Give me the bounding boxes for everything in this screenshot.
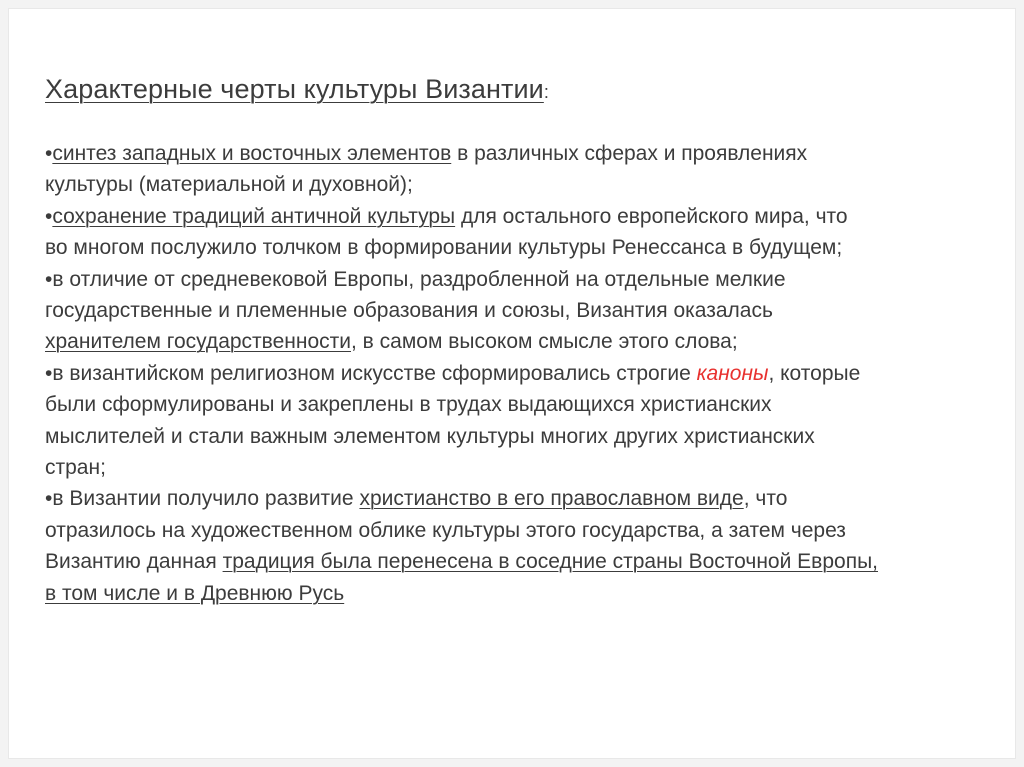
bullet-mark: • bbox=[45, 142, 53, 165]
slide-body bbox=[45, 138, 995, 609]
text-line: культуры (материальной и духовной); bbox=[45, 173, 413, 197]
text-fragment: , которые bbox=[768, 361, 861, 385]
text-line: были сформулированы и закреплены в трудах выдающихся христианских bbox=[45, 393, 772, 417]
bullet-mark: • bbox=[45, 204, 53, 228]
text-fragment: Византию данная bbox=[45, 550, 223, 574]
text-fragment: в Византии получило развитие bbox=[52, 487, 360, 511]
underlined-phrase: синтез западных и восточных элементов bbox=[52, 142, 452, 165]
title-colon: : bbox=[543, 82, 549, 102]
text-fragment: , что bbox=[743, 487, 788, 511]
text-line bbox=[45, 578, 995, 609]
bullet-mark: • bbox=[45, 267, 53, 291]
text-fragment: для остального европейского мира, что bbox=[455, 204, 848, 228]
text-line: государственные и племенные образования и союзы, Византия оказалась bbox=[45, 299, 773, 323]
text-line bbox=[45, 546, 995, 577]
bullet-line bbox=[45, 201, 995, 232]
text-fragment: , в самом высоком смысле этого слова; bbox=[351, 330, 738, 354]
text-fragment: в различных сферах и проявлениях bbox=[451, 142, 808, 165]
highlighted-term: каноны bbox=[696, 361, 769, 385]
bullet-mark: • bbox=[45, 361, 53, 385]
slide-title bbox=[45, 74, 549, 105]
text-line: стран; bbox=[45, 456, 106, 480]
bullet-line bbox=[45, 264, 995, 295]
bullet-line bbox=[45, 358, 995, 389]
bullet-mark: • bbox=[45, 487, 53, 511]
title-text: Характерные черты культуры Византии bbox=[45, 74, 544, 104]
bullet-line bbox=[45, 483, 995, 514]
underlined-phrase: сохранение традиций античной культуры bbox=[52, 204, 456, 228]
text-line: во многом послужило толчком в формировании культуры Ренессанса в будущем; bbox=[45, 236, 843, 260]
text-fragment: в отличие от средневековой Европы, раздробленной на отдельные мелкие bbox=[52, 267, 786, 291]
bullet-line bbox=[45, 138, 995, 169]
text-line: мыслителей и стали важным элементом культуры многих других христианских bbox=[45, 424, 815, 448]
underlined-phrase: христианство в его православном виде bbox=[359, 487, 744, 511]
underlined-phrase: хранителем государственности bbox=[45, 330, 351, 354]
text-fragment: в византийском религиозном искусстве сформировались строгие bbox=[52, 361, 697, 385]
text-line: отразилось на художественном облике культуры этого государства, а затем через bbox=[45, 518, 846, 542]
text-line bbox=[45, 326, 995, 357]
underlined-phrase: в том числе и в Древнюю Русь bbox=[45, 581, 345, 605]
underlined-phrase: традиция была перенесена в соседние страны Восточной Европы, bbox=[222, 550, 878, 574]
